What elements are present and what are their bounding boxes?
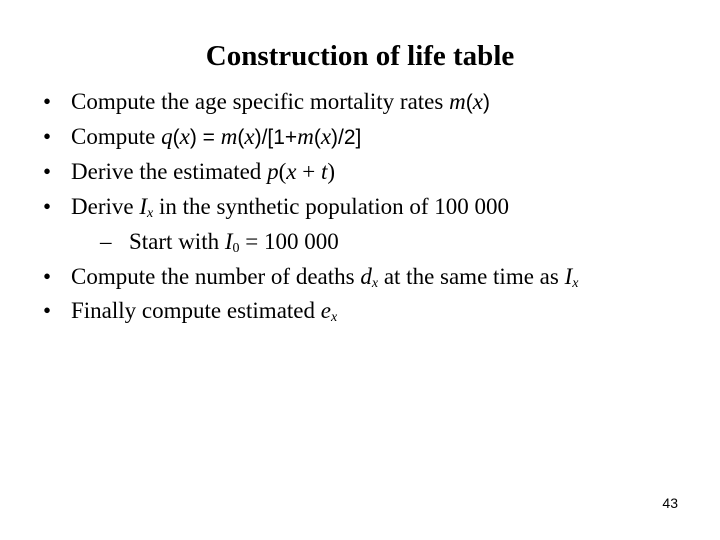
bullet-text: Derive the estimated p(x + t): [71, 159, 335, 184]
bullet-text: Compute the age specific mortality rates m(x): [71, 89, 490, 114]
bullet-marker: •: [43, 264, 52, 289]
sub-bullet-marker: –: [100, 229, 112, 254]
bullet-text: Derive $I_x$ in the synthetic population of 100 000: [71, 194, 510, 221]
page-number: 43: [662, 495, 678, 511]
slide-title: Construction of life table: [205, 40, 515, 72]
bullet-marker: •: [43, 298, 52, 323]
bullet-text: Compute q(x) = m(x)/[1+m(x)/2]: [71, 124, 362, 149]
bullet-marker: •: [43, 159, 52, 184]
bullet-text: Finally compute estimated $e_x$: [71, 298, 338, 325]
bullet-marker: •: [43, 194, 52, 219]
sub-bullet-text: Start with $I_0 = 100$ 000: [129, 229, 339, 256]
bullet-marker: •: [43, 89, 52, 114]
bullet-marker: •: [43, 124, 52, 149]
bullet-text: Compute the number of deaths $d_x$ at the same time as $I_x$: [71, 264, 579, 291]
